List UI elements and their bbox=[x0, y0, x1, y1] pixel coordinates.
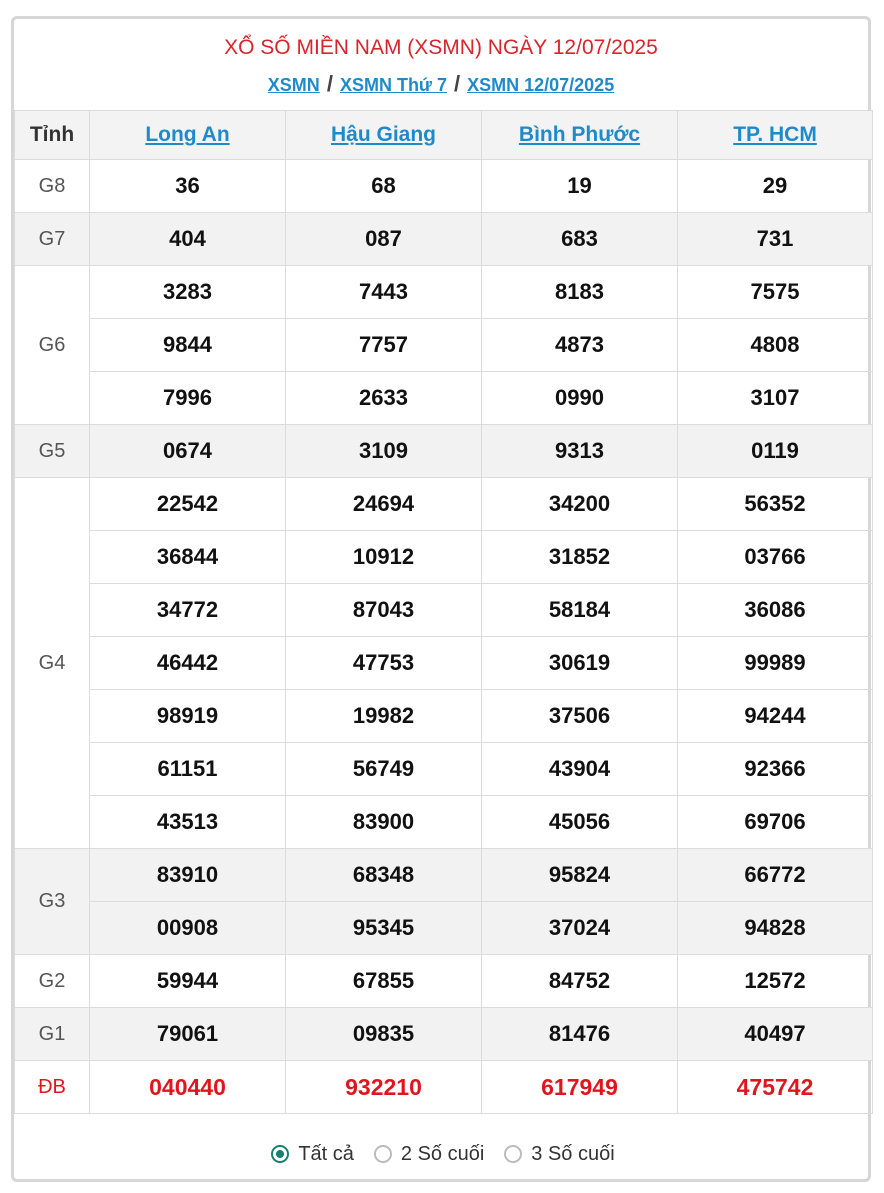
province-header bbox=[482, 111, 678, 160]
prize-number: 00908 bbox=[90, 902, 286, 955]
table-row bbox=[15, 478, 873, 531]
prize-number: 94244 bbox=[678, 690, 873, 743]
prize-number: 9844 bbox=[90, 319, 286, 372]
table-row bbox=[15, 266, 873, 319]
prize-number: 12572 bbox=[678, 955, 873, 1008]
table-row bbox=[15, 796, 873, 849]
province-header bbox=[678, 111, 873, 160]
prize-number: 79061 bbox=[90, 1008, 286, 1061]
breadcrumb bbox=[14, 72, 868, 96]
prize-number: 7443 bbox=[286, 266, 482, 319]
prize-label-g8: G8 bbox=[15, 160, 90, 213]
prize-label-g1: G1 bbox=[15, 1008, 90, 1061]
prize-label-g7: G7 bbox=[15, 213, 90, 266]
prize-number: 3109 bbox=[286, 425, 482, 478]
prize-number: 7757 bbox=[286, 319, 482, 372]
breadcrumb-separator: / bbox=[453, 71, 461, 96]
province-link-hau-giang[interactable]: Hậu Giang bbox=[330, 123, 436, 146]
prize-number: 34200 bbox=[482, 478, 678, 531]
results-table bbox=[14, 110, 873, 1114]
results-body bbox=[15, 160, 873, 1114]
prize-number: 3283 bbox=[90, 266, 286, 319]
prize-number: 03766 bbox=[678, 531, 873, 584]
prize-number: 31852 bbox=[482, 531, 678, 584]
table-row bbox=[15, 160, 873, 213]
prize-number: 99989 bbox=[678, 637, 873, 690]
table-row bbox=[15, 425, 873, 478]
filter-option-last-2[interactable] bbox=[374, 1143, 484, 1166]
prize-number: 94828 bbox=[678, 902, 873, 955]
prize-number: 56352 bbox=[678, 478, 873, 531]
prize-label-g2: G2 bbox=[15, 955, 90, 1008]
prize-label-g5: G5 bbox=[15, 425, 90, 478]
table-row bbox=[15, 1061, 873, 1114]
prize-number: 67855 bbox=[286, 955, 482, 1008]
filter-option-label: Tất cả bbox=[298, 1142, 354, 1165]
radio-unchecked-icon[interactable] bbox=[374, 1145, 392, 1163]
prize-number: 3107 bbox=[678, 372, 873, 425]
prize-number: 37506 bbox=[482, 690, 678, 743]
prize-number: 683 bbox=[482, 213, 678, 266]
prize-number: 69706 bbox=[678, 796, 873, 849]
prize-number: 81476 bbox=[482, 1008, 678, 1061]
radio-unchecked-icon[interactable] bbox=[504, 1145, 522, 1163]
breadcrumb-link-xsmn[interactable]: XSMN bbox=[267, 75, 320, 95]
prize-number: 45056 bbox=[482, 796, 678, 849]
prize-number: 29 bbox=[678, 160, 873, 213]
prize-number: 9313 bbox=[482, 425, 678, 478]
page-title: XỔ SỐ MIỀN NAM (XSMN) NGÀY 12/07/2025 bbox=[224, 36, 658, 59]
prize-number: 61151 bbox=[90, 743, 286, 796]
table-row bbox=[15, 1008, 873, 1061]
province-link-long-an[interactable]: Long An bbox=[145, 123, 230, 146]
digit-filter bbox=[14, 1132, 872, 1176]
prize-number: 0990 bbox=[482, 372, 678, 425]
province-link-tp-hcm[interactable]: TP. HCM bbox=[733, 123, 817, 146]
prize-number: 19982 bbox=[286, 690, 482, 743]
prize-number: 24694 bbox=[286, 478, 482, 531]
table-row bbox=[15, 531, 873, 584]
prize-number: 47753 bbox=[286, 637, 482, 690]
table-row bbox=[15, 743, 873, 796]
province-link-binh-phuoc[interactable]: Bình Phước bbox=[518, 123, 641, 146]
prize-number: 404 bbox=[90, 213, 286, 266]
prize-number: 7575 bbox=[678, 266, 873, 319]
prize-number: 58184 bbox=[482, 584, 678, 637]
prize-number: 83910 bbox=[90, 849, 286, 902]
prize-number: 731 bbox=[678, 213, 873, 266]
table-row bbox=[15, 584, 873, 637]
prize-number: 4808 bbox=[678, 319, 873, 372]
prize-number: 0674 bbox=[90, 425, 286, 478]
prize-label-g3: G3 bbox=[15, 849, 90, 955]
prize-number: 87043 bbox=[286, 584, 482, 637]
table-row bbox=[15, 372, 873, 425]
prize-number: 56749 bbox=[286, 743, 482, 796]
prize-number: 36844 bbox=[90, 531, 286, 584]
table-row bbox=[15, 690, 873, 743]
breadcrumb-link-xsmn-date[interactable]: XSMN 12/07/2025 bbox=[467, 75, 615, 95]
filter-option-label: 2 Số cuối bbox=[400, 1142, 485, 1165]
prize-number: 19 bbox=[482, 160, 678, 213]
prize-number: 92366 bbox=[678, 743, 873, 796]
prize-number: 2633 bbox=[286, 372, 482, 425]
prize-label-db: ĐB bbox=[15, 1061, 90, 1114]
prize-number: 59944 bbox=[90, 955, 286, 1008]
prize-number: 4873 bbox=[482, 319, 678, 372]
prize-number: 95824 bbox=[482, 849, 678, 902]
prize-number: 43904 bbox=[482, 743, 678, 796]
prize-number: 475742 bbox=[678, 1061, 873, 1114]
province-header bbox=[90, 111, 286, 160]
prize-number: 22542 bbox=[90, 478, 286, 531]
prize-number: 087 bbox=[286, 213, 482, 266]
prize-number: 040440 bbox=[90, 1061, 286, 1114]
prize-number: 95345 bbox=[286, 902, 482, 955]
table-row bbox=[15, 902, 873, 955]
prize-number: 617949 bbox=[482, 1061, 678, 1114]
prize-number: 43513 bbox=[90, 796, 286, 849]
prize-number: 46442 bbox=[90, 637, 286, 690]
province-header-label: Tỉnh bbox=[15, 111, 90, 160]
prize-number: 09835 bbox=[286, 1008, 482, 1061]
prize-number: 8183 bbox=[482, 266, 678, 319]
prize-label-g6: G6 bbox=[15, 266, 90, 425]
breadcrumb-separator: / bbox=[326, 71, 333, 96]
prize-number: 66772 bbox=[678, 849, 873, 902]
prize-number: 68 bbox=[286, 160, 482, 213]
prize-number: 0119 bbox=[678, 425, 873, 478]
province-header bbox=[286, 111, 482, 160]
prize-number: 36 bbox=[90, 160, 286, 213]
prize-label-g4: G4 bbox=[15, 478, 90, 849]
prize-number: 98919 bbox=[90, 690, 286, 743]
filter-option-all[interactable] bbox=[271, 1143, 354, 1166]
prize-number: 34772 bbox=[90, 584, 286, 637]
prize-number: 7996 bbox=[90, 372, 286, 425]
filter-option-last-3[interactable] bbox=[504, 1143, 614, 1166]
prize-number: 68348 bbox=[286, 849, 482, 902]
prize-number: 36086 bbox=[678, 584, 873, 637]
table-row bbox=[15, 637, 873, 690]
table-row bbox=[15, 955, 873, 1008]
filter-option-label: 3 Số cuối bbox=[531, 1142, 615, 1165]
table-header-row bbox=[15, 111, 873, 160]
table-row bbox=[15, 849, 873, 902]
prize-number: 84752 bbox=[482, 955, 678, 1008]
table-row bbox=[15, 213, 873, 266]
lottery-result-card bbox=[11, 16, 871, 1182]
breadcrumb-link-xsmn-thu7[interactable]: XSMN Thứ 7 bbox=[339, 75, 447, 95]
prize-number: 83900 bbox=[286, 796, 482, 849]
prize-number: 37024 bbox=[482, 902, 678, 955]
radio-checked-icon[interactable] bbox=[271, 1145, 289, 1163]
prize-number: 30619 bbox=[482, 637, 678, 690]
prize-number: 932210 bbox=[286, 1061, 482, 1114]
table-row bbox=[15, 319, 873, 372]
prize-number: 40497 bbox=[678, 1008, 873, 1061]
prize-number: 10912 bbox=[286, 531, 482, 584]
